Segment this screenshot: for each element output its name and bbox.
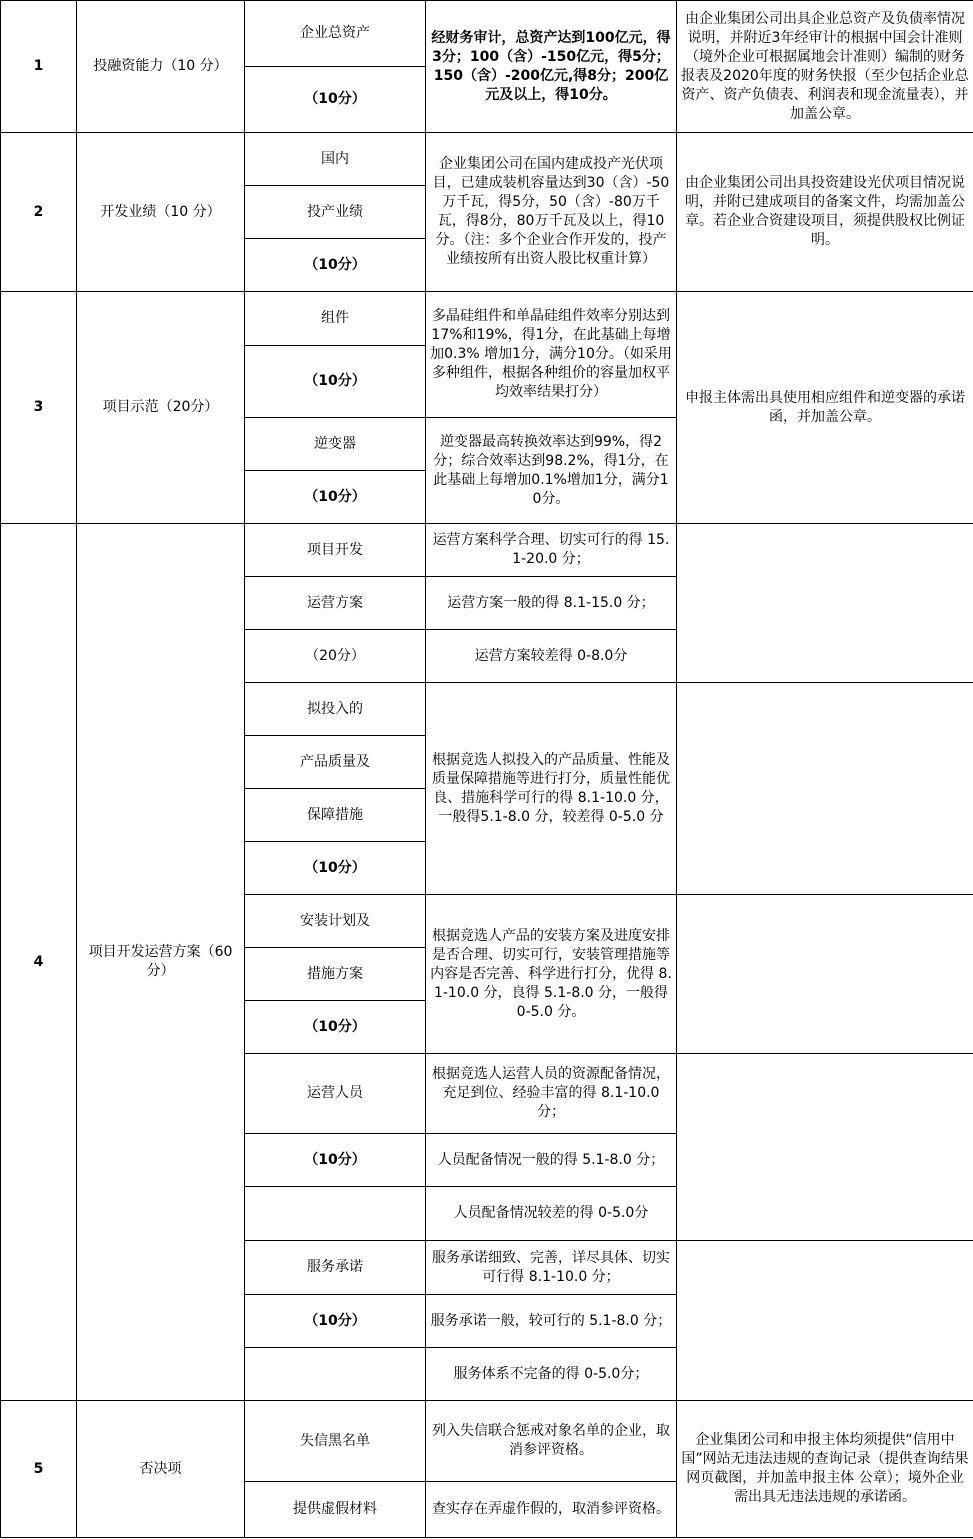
sub-item-score: （10分） bbox=[245, 1295, 426, 1348]
sub-item: 失信黑名单 bbox=[245, 1401, 426, 1482]
sub-item-score: （10分） bbox=[245, 842, 426, 895]
sub-item: 逆变器 bbox=[245, 418, 426, 471]
sub-item-empty bbox=[245, 1348, 426, 1401]
criteria: 列入失信联合惩戒对象名单的企业，取消参评资格。 bbox=[426, 1401, 677, 1482]
sub-item-score: （10分） bbox=[245, 1001, 426, 1054]
scoring-item: 项目开发运营方案（60分） bbox=[77, 524, 245, 1401]
materials-empty bbox=[677, 524, 973, 683]
sub-item-empty bbox=[245, 1187, 426, 1241]
scoring-item: 投融资能力（10 分） bbox=[77, 1, 245, 133]
criteria: 多晶硅组件和单晶硅组件效率分别达到17%和19%，得1分，在此基础上每增加0.3% 增加1分，满分10分。（如采用多种组件，根据各种组价的容量加权平均效率结果打分） bbox=[426, 292, 677, 418]
materials: 企业集团公司和申报主体均须提供“信用中国”网站无违法违规的查询记录（提供查询结果网页截图，并加盖申报主体 公章）；境外企业需出具无违法违规的承诺函。 bbox=[677, 1401, 973, 1538]
materials: 由企业集团公司出具投资建设光伏项目情况说明，并附已建成项目的备案文件，均需加盖公章。若企业合资建设项目，须提供股权比例证明。 bbox=[677, 133, 973, 292]
sub-item: 组件 bbox=[245, 292, 426, 346]
row-number: 5 bbox=[1, 1401, 77, 1538]
criteria: 经财务审计，总资产达到100亿元，得3分；100（含）-150亿元，得5分；150（含）-200亿元,得8分；200亿元及以上，得10分。 bbox=[426, 1, 677, 133]
criteria: 人员配备情况一般的得 5.1-8.0 分； bbox=[426, 1134, 677, 1187]
sub-item: 投产业绩 bbox=[245, 186, 426, 239]
materials-empty bbox=[677, 1054, 973, 1241]
sub-item: 安装计划及 bbox=[245, 895, 426, 948]
sub-item: 项目开发 bbox=[245, 524, 426, 577]
criteria: 服务承诺一般，较可行的 5.1-8.0 分； bbox=[426, 1295, 677, 1348]
criteria: 逆变器最高转换效率达到99%，得2分；综合效率达到98.2%，得1分，在此基础上每增加0.1%增加1分，满分10分。 bbox=[426, 418, 677, 524]
sub-item-score: （10分） bbox=[245, 346, 426, 418]
criteria: 人员配备情况较差的得 0-5.0分 bbox=[426, 1187, 677, 1241]
criteria: 查实存在弄虚作假的，取消参评资格。 bbox=[426, 1482, 677, 1538]
row-number: 3 bbox=[1, 292, 77, 524]
criteria: 运营方案一般的得 8.1-15.0 分； bbox=[426, 577, 677, 630]
criteria: 运营方案科学合理、切实可行的得 15.1-20.0 分； bbox=[426, 524, 677, 577]
criteria: 企业集团公司在国内建成投产光伏项目，已建成装机容量达到30（含）-50万千瓦，得5分，50（含）-80万千瓦，得8分，80万千瓦及以上，得10 分。（注：多个企业合作开发的，投产业绩按所有出资人股比权重计算） bbox=[426, 133, 677, 292]
sub-item-score: （10分） bbox=[245, 239, 426, 292]
row-number: 4 bbox=[1, 524, 77, 1401]
criteria: 服务体系不完备的得 0-5.0分； bbox=[426, 1348, 677, 1401]
sub-item: 企业总资产 bbox=[245, 1, 426, 67]
materials: 由企业集团公司出具企业总资产及负债率情况说明，并附近3年经审计的根据中国会计准则（境外企业可根据属地会计准则）编制的财务报表及2020年度的财务快报（至少包括企业总资产、资产负债表、利润表和现金流量表），并加盖公章。 bbox=[677, 1, 973, 133]
sub-item-score: （10分） bbox=[245, 67, 426, 133]
materials-empty bbox=[677, 895, 973, 1054]
sub-item: 服务承诺 bbox=[245, 1241, 426, 1295]
criteria: 根据竞选人产品的安装方案及进度安排是否合理、切实可行，安装管理措施等内容是否完善、科学进行打分，优得 8.1-10.0 分，良得 5.1-8.0 分，一般得 0-5.0 分。 bbox=[426, 895, 677, 1054]
sub-item: 国内 bbox=[245, 133, 426, 186]
criteria: 服务承诺细致、完善，详尽具体、切实可行得 8.1-10.0 分； bbox=[426, 1241, 677, 1295]
sub-item-score: （10分） bbox=[245, 1134, 426, 1187]
sub-item: 运营人员 bbox=[245, 1054, 426, 1134]
row-number: 1 bbox=[1, 1, 77, 133]
sub-item: 运营方案 bbox=[245, 577, 426, 630]
criteria: 运营方案较差得 0-8.0分 bbox=[426, 630, 677, 683]
sub-item: 提供虚假材料 bbox=[245, 1482, 426, 1538]
scoring-item: 项目示范（20分） bbox=[77, 292, 245, 524]
sub-item: 拟投入的 bbox=[245, 683, 426, 736]
materials: 申报主体需出具使用相应组件和逆变器的承诺函，并加盖公章。 bbox=[677, 292, 973, 524]
scoring-item: 开发业绩（10 分） bbox=[77, 133, 245, 292]
sub-item: 产品质量及 bbox=[245, 736, 426, 789]
materials-empty bbox=[677, 1241, 973, 1401]
sub-item-score: （10分） bbox=[245, 471, 426, 524]
sub-item: 措施方案 bbox=[245, 948, 426, 1001]
row-number: 2 bbox=[1, 133, 77, 292]
sub-item-score: （20分） bbox=[245, 630, 426, 683]
scoring-item: 否决项 bbox=[77, 1401, 245, 1538]
criteria: 根据竞选人拟投入的产品质量、性能及质量保障措施等进行打分，质量性能优良、措施科学可行的得 8.1-10.0 分，一般得5.1-8.0 分，较差得 0-5.0 分 bbox=[426, 683, 677, 895]
sub-item: 保障措施 bbox=[245, 789, 426, 842]
criteria: 根据竞选人运营人员的资源配备情况，充足到位、经验丰富的得 8.1-10.0 分； bbox=[426, 1054, 677, 1134]
materials-empty bbox=[677, 683, 973, 895]
